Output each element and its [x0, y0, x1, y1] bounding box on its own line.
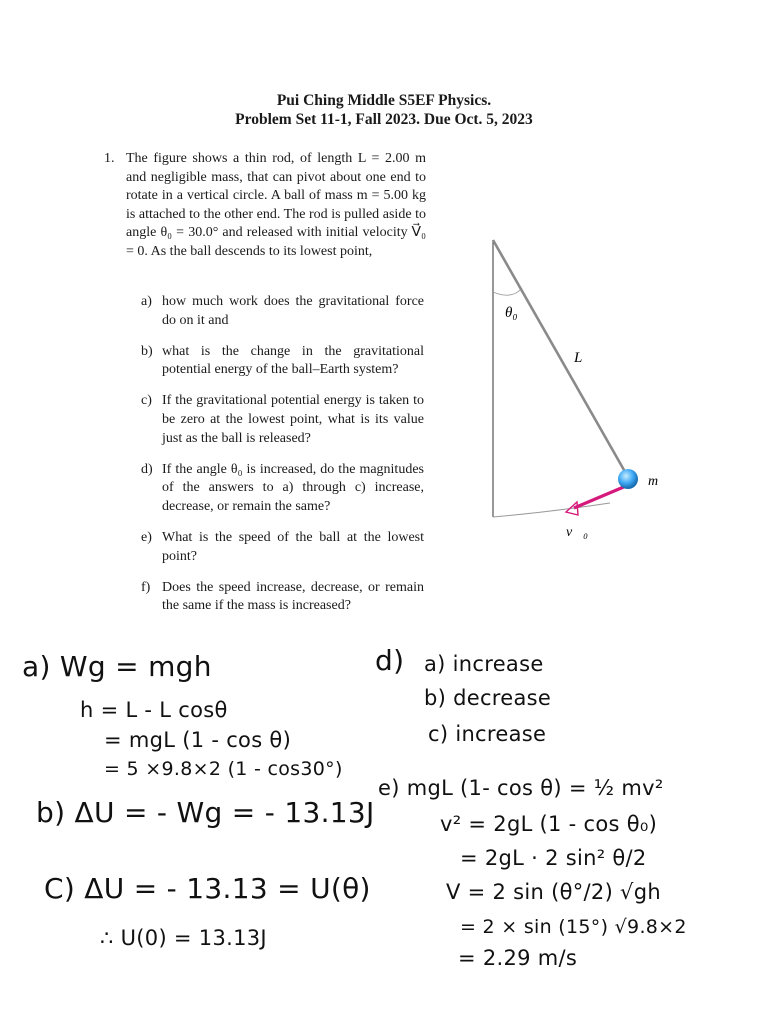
header-title: Pui Ching Middle S5EF Physics.: [276, 92, 492, 109]
pendulum-figure: [470, 230, 700, 550]
part-b: [138, 343, 424, 380]
part-text: what is the change in the gravitational potential energy of the ball–Earth system?: [162, 343, 424, 378]
mass-label: m: [648, 474, 659, 489]
part-c: [138, 392, 424, 448]
part-label: b): [141, 343, 153, 359]
problem-statement: [106, 150, 426, 262]
part-d: [138, 461, 424, 517]
part-a: [138, 293, 424, 330]
answer-e-line3: = 2gL · 2 sin² θ/2: [460, 846, 647, 870]
arc-path: [493, 503, 610, 517]
part-text: If the angle θ₀ is increased, do the magnitudes of the answers to a) through c) increase, decrease, or remain the same?: [162, 461, 424, 514]
answer-e-line6: = 2.29 m/s: [458, 946, 578, 970]
answer-e-line4: V = 2 sin (θ°/2) √gh: [446, 880, 661, 904]
answer-d-line1: a) increase: [424, 652, 544, 676]
rod: [493, 240, 628, 477]
velocity-label: v⃗₀: [566, 525, 588, 540]
answer-b: b) ΔU = - Wg = - 13.13J: [36, 796, 375, 829]
angle-arc: [493, 288, 522, 295]
answer-d-line2: b) decrease: [424, 686, 552, 710]
part-label: c): [141, 393, 152, 409]
part-label: f): [141, 579, 151, 595]
answer-a-line3: = mgL (1 - cos θ): [104, 728, 292, 752]
part-text: how much work does the gravitational force do on it and: [162, 294, 424, 328]
length-label: L: [574, 350, 583, 366]
answer-e-line1: e) mgL (1- cos θ) = ½ mv²: [378, 776, 664, 800]
part-label: a): [141, 294, 152, 309]
answer-c-line2: ∴ U(0) = 13.13J: [100, 926, 267, 950]
angle-label: θ₀: [505, 305, 518, 321]
answer-a-line1: a) Wg = mgh: [22, 650, 212, 683]
answer-e-line5: = 2 × sin (15°) √9.8×2: [460, 916, 687, 938]
problem-number: 1.: [104, 151, 115, 166]
part-f: [138, 579, 424, 616]
part-text: Does the speed increase, decrease, or remain the same if the mass is increased?: [162, 579, 424, 614]
part-label: d): [141, 461, 153, 477]
answer-a-line2: h = L - L cosθ: [80, 698, 228, 722]
part-text: What is the speed of the ball at the lowest point?: [162, 529, 424, 564]
answer-e-line2: v² = 2gL (1 - cos θ₀): [440, 812, 658, 836]
header-subtitle: Problem Set 11-1, Fall 2023. Due Oct. 5, 2023: [235, 111, 533, 128]
problem-text: The figure shows a thin rod, of length L = 2.00 m and negligible mass, that can pivot about one end to rotate in a vertical circle. A ball of mass m = 5.00 kg is attached to the other end. The rod is pulled aside to angle θ₀ = 30.0° and released with initial velocity V⃗₀ = 0. As the ball descends to its lowest point,: [126, 151, 426, 259]
answer-d-label: d): [375, 644, 405, 677]
answer-c-line1: C) ΔU = - 13.13 = U(θ): [44, 872, 371, 905]
part-text: If the gravitational potential energy is taken to be zero at the lowest point, what is its value just as the ball is released?: [162, 393, 424, 446]
part-e: [138, 529, 424, 566]
answer-d-line3: c) increase: [428, 722, 547, 746]
answer-a-line4: = 5 ×9.8×2 (1 - cos30°): [104, 758, 343, 780]
problem-parts: [138, 293, 424, 628]
ball-icon: [618, 469, 638, 489]
part-label: e): [141, 529, 152, 545]
